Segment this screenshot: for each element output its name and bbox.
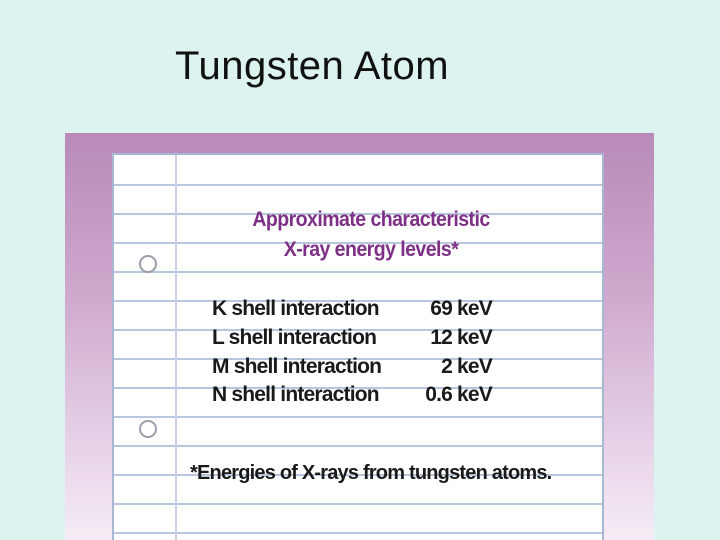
shell-label: K shell interaction xyxy=(212,297,379,320)
shell-label: L shell interaction xyxy=(212,326,377,349)
energy-row xyxy=(204,326,496,354)
energy-row xyxy=(204,383,496,411)
slide-title: Tungsten Atom xyxy=(175,44,450,88)
energy-value: 69 keV xyxy=(430,297,492,320)
shell-label: M shell interaction xyxy=(212,355,382,378)
energy-value: 0.6 keV xyxy=(425,383,492,406)
energy-row xyxy=(204,297,496,325)
footnote: *Energies of X-rays from tungsten atoms. xyxy=(190,462,552,484)
shell-label: N shell interaction xyxy=(212,383,379,406)
energy-row xyxy=(204,355,496,383)
punch-hole-icon xyxy=(139,420,157,438)
punch-hole-icon xyxy=(139,255,157,273)
paper-margin-line xyxy=(175,155,177,540)
card-heading-line-1: Approximate characteristic xyxy=(252,208,490,231)
energy-value: 12 keV xyxy=(430,326,492,349)
card-heading-line-2: X-ray energy levels* xyxy=(283,238,459,261)
energy-value: 2 keV xyxy=(441,355,492,378)
